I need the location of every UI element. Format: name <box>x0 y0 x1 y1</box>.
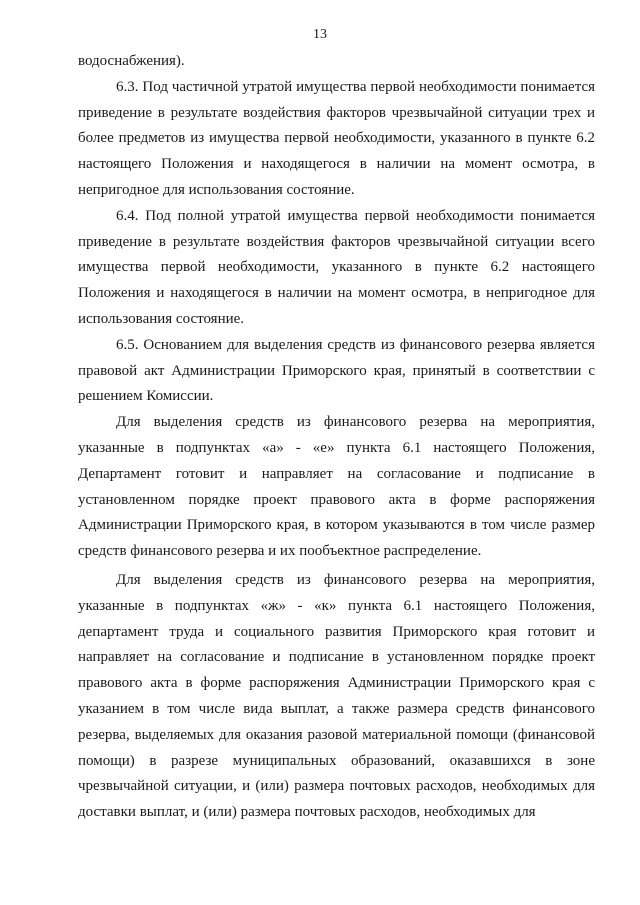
paragraph-6-5-department: Для выделения средств из финансового резерва на мероприятия, указанные в подпунктах «а» - «е» пункта 6.1 настоящего Положения, Департамент готовит и направляет на согласование и подписание в установленном порядке проект правового акта в форме распоряжения Администрации Приморского края, в котором указываются в том числе размер средств финансового резерва и их пообъектное распределение. <box>78 414 595 560</box>
paragraph-continuation: водоснабжения). <box>78 53 185 69</box>
page-number: 13 <box>313 27 327 42</box>
paragraph-6-4: 6.4. Под полной утратой имущества первой необходимости понимается приведение в результате воздействия факторов чрезвычайной ситуации всего имущества первой необходимости, указанного в пункте 6.2 настоящего Положения и находящегося в наличии на момент осмотра, в непригодное для использования состояние. <box>78 207 595 327</box>
document-body <box>78 49 595 826</box>
paragraph-6-3: 6.3. Под частичной утратой имущества первой необходимости понимается приведение в результате воздействия факторов чрезвычайной ситуации трех и более предметов из имущества первой необходимости, указанного в пункте 6.2 настоящего Положения и находящегося в наличии на момент осмотра, в непригодное для использования состояние. <box>78 78 595 198</box>
paragraph-6-5-labor-department: Для выделения средств из финансового резерва на мероприятия, указанные в подпунктах «ж» - «к» пункта 6.1 настоящего Положения, департамент труда и социального развития Приморского края готовит и направляет на согласование и подписание в установленном порядке проект правового акта в форме распоряжения Администрации Приморского края с указанием в том числе вида выплат, а также размера средств финансового резерва, выделяемых для оказания разовой материальной помощи (финансовой помощи) в разрезе муниципальных образований, оказавшихся в зоне чрезвычайной ситуации, и (или) размера почтовых расходов, необходимых для доставки выплат, и (или) размера почтовых расходов, необходимых для <box>78 571 595 821</box>
paragraph-6-5: 6.5. Основанием для выделения средств из финансового резерва является правовой акт Администрации Приморского края, принятый в соответствии с решением Комиссии. <box>78 336 595 405</box>
